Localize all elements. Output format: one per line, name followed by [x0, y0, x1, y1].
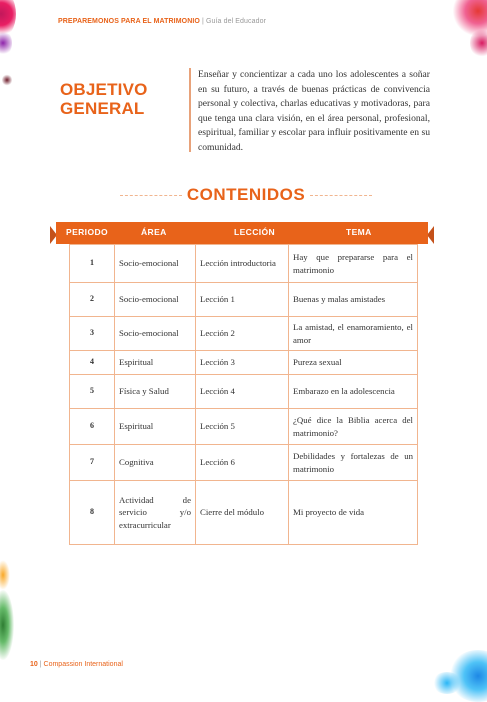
cell-leccion: Lección 3	[196, 351, 289, 375]
cell-area: Socio-emocional	[115, 245, 196, 283]
cell-tema: Buenas y malas amistades	[289, 283, 418, 317]
header-separator: |	[202, 18, 204, 25]
cell-area: Socio-emocional	[115, 283, 196, 317]
cell-leccion: Cierre del módulo	[196, 481, 289, 545]
cell-periodo: 4	[70, 351, 115, 375]
table-row	[70, 245, 418, 283]
table-row	[70, 283, 418, 317]
objective-title: OBJETIVO GENERAL	[60, 80, 148, 118]
objective-divider	[189, 68, 191, 152]
paint-splash-bottom-right-2	[432, 672, 462, 694]
header-ribbon-right	[427, 226, 434, 244]
cell-area: Cognitiva	[115, 445, 196, 481]
paint-splash-top-left-3	[2, 74, 12, 86]
cell-periodo: 7	[70, 445, 115, 481]
cell-area: Socio-emocional	[115, 317, 196, 351]
contents-heading	[60, 185, 432, 205]
cell-leccion: Lección 2	[196, 317, 289, 351]
column-header-periodo: PERIODO	[66, 227, 109, 237]
paint-splash-top-left-2	[0, 30, 12, 56]
objective-text: Enseñar y concientizar a cada uno los adolescentes a soñar en su futuro, a través de buenas prácticas de convivencia personal y colectiva, charlas educativas y motivadoras, para que tenga una clara visión, en el área personal, profesional, espiritual, familiar y escolar para influir positivamente en su comunidad.	[198, 69, 430, 153]
cell-periodo: 1	[70, 245, 115, 283]
cell-tema: Mi proyecto de vida	[289, 481, 418, 545]
table-row	[70, 445, 418, 481]
cell-periodo: 3	[70, 317, 115, 351]
column-header-area: ÁREA	[141, 227, 167, 237]
cell-tema: La amistad, el enamoramiento, el amor	[289, 317, 418, 351]
cell-leccion: Lección 5	[196, 409, 289, 445]
paint-splash-left-bottom	[0, 590, 14, 660]
table-row	[70, 351, 418, 375]
header-subtitle: Guía del Educador	[205, 18, 267, 25]
contents-table	[69, 244, 418, 545]
table-row	[70, 481, 418, 545]
page-number: 10	[30, 661, 38, 668]
contents-title: CONTENIDOS	[186, 185, 306, 204]
cell-leccion: Lección 4	[196, 375, 289, 409]
cell-area: Espiritual	[115, 351, 196, 375]
paint-splash-left-bottom-2	[0, 560, 10, 590]
table-row	[70, 375, 418, 409]
paint-splash-top-right-2	[470, 28, 487, 58]
cell-area: Espiritual	[115, 409, 196, 445]
cell-leccion: Lección 6	[196, 445, 289, 481]
cell-tema: Embarazo en la adolescencia	[289, 375, 418, 409]
footer-separator: |	[39, 661, 42, 668]
cell-periodo: 6	[70, 409, 115, 445]
header-title: PREPAREMONOS PARA EL MATRIMONIO	[58, 18, 200, 25]
cell-area: Actividad de servicio y/o extracurricular	[115, 481, 196, 545]
table-row	[70, 409, 418, 445]
cell-tema: Debilidades y fortalezas de un matrimonio	[289, 445, 418, 481]
cell-leccion: Lección introductoria	[196, 245, 289, 283]
cell-leccion: Lección 1	[196, 283, 289, 317]
cell-periodo: 2	[70, 283, 115, 317]
cell-periodo: 5	[70, 375, 115, 409]
page-footer	[30, 661, 123, 668]
cell-tema: Pureza sexual	[289, 351, 418, 375]
cell-tema: Hay que prepararse para el matrimonio	[289, 245, 418, 283]
table-row	[70, 317, 418, 351]
cell-tema: ¿Qué dice la Biblia acerca del matrimonio?	[289, 409, 418, 445]
footer-org: Compassion International	[43, 661, 123, 668]
cell-periodo: 8	[70, 481, 115, 545]
table-header	[50, 222, 434, 244]
running-header	[58, 18, 266, 25]
cell-area: Física y Salud	[115, 375, 196, 409]
column-header-tema: TEMA	[346, 227, 372, 237]
column-header-leccion: LECCIÓN	[234, 227, 276, 237]
